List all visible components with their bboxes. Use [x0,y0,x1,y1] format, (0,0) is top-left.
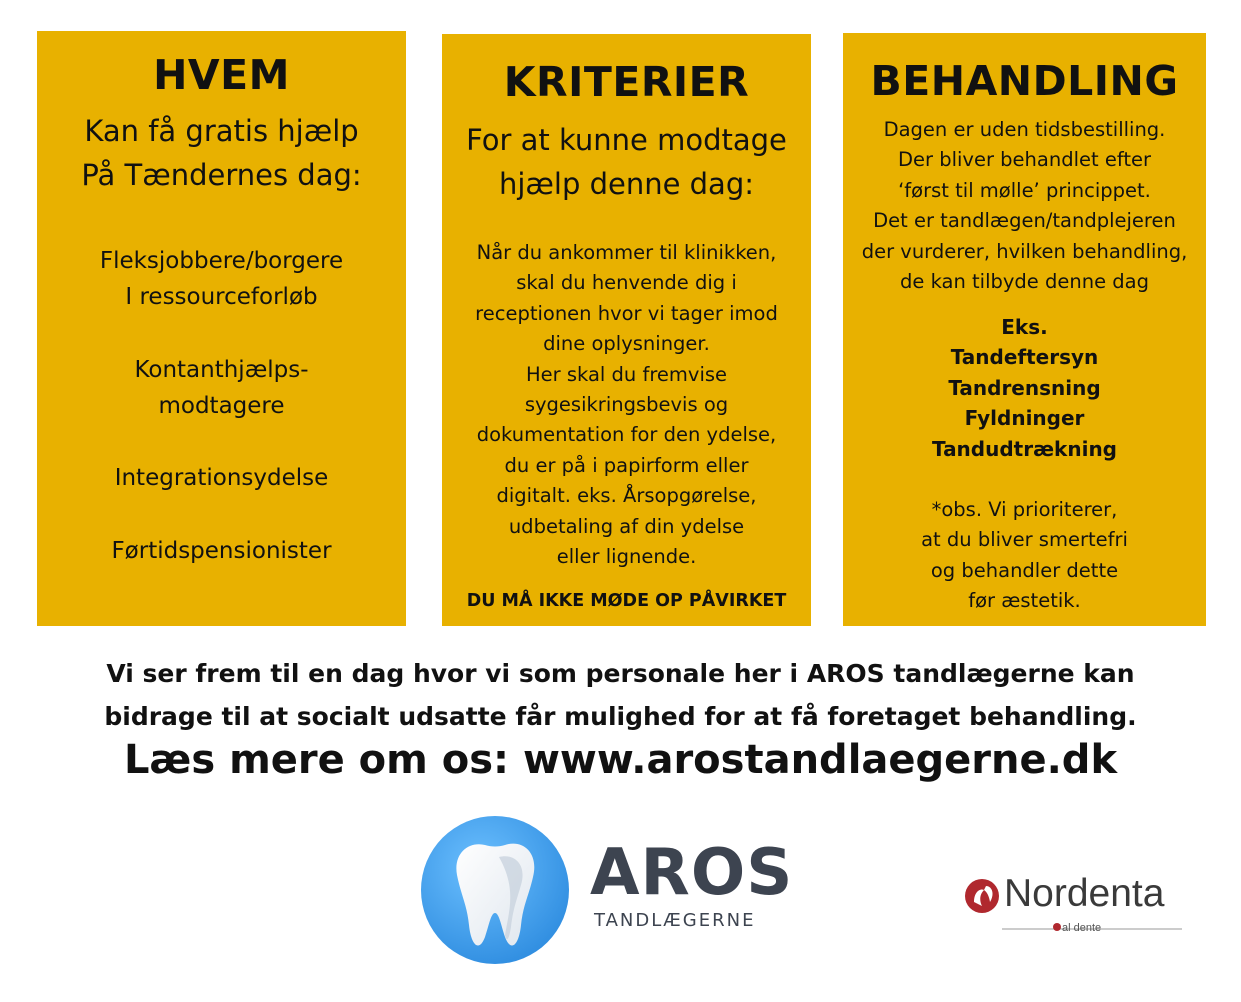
group-item: Førtidspensionister [111,538,332,564]
panel-hvem [37,31,406,626]
panel-heading: BEHANDLING [870,57,1179,105]
website-link[interactable]: Læs mere om os: www.arostandlaegerne.dk [123,737,1118,783]
warning-text: DU MÅ IKKE MØDE OP PÅVIRKET [466,591,787,611]
aros-wordmark: AROS [590,836,794,910]
priority-note: *obs. Vi prioriterer, at du bliver smertefri og behandler dette før æstetik. [921,498,1128,613]
panel-heading: KRITERIER [503,58,750,106]
closing-statement: Vi ser frem til en dag hvor vi som personale her i AROS tandlægerne kan bidrage til at socialt udsatte får mulighed for at få foretaget behandling. [104,659,1137,731]
nordenta-wordmark: Nordenta [1004,872,1165,915]
panel-subheading: Kan få gratis hjælp På Tændernes dag: [81,114,362,192]
panel-kriterier [442,34,811,626]
criteria-text: Når du ankommer til klinikken, skal du henvende dig i receptionen hvor vi tager imod dine oplysninger. Her skal du fremvise sygesikringsbevis og dokumentation for den ydelse, du er på i papirform eller digitalt. eks. Årsopgørelse, udbetaling af din ydelse eller lignende. [475,241,778,569]
panel-behandling [843,33,1206,626]
panel-subheading: For at kunne modtage hjælp denne dag: [466,123,787,201]
panel-heading: HVEM [153,51,290,99]
aros-subtitle: TANDLÆGERNE [594,910,756,931]
group-item: Kontanthjælps- modtagere [134,357,309,419]
examples-list: Eks. Tandeftersyn Tandrensning Fyldninger Tandudtrækning [932,315,1117,461]
group-item: Fleksjobbere/borgere I ressourceforløb [99,248,344,310]
nordenta-tagline: al dente [1062,922,1102,934]
group-item: Integrationsydelse [114,465,329,491]
treatment-text: Dagen er uden tidsbestilling. Der bliver behandlet efter ‘først til mølle’ princippet. Det er tandlægen/tandplejeren der vurderer, hvilken behandling, de kan tilbyde denne dag [861,118,1188,294]
